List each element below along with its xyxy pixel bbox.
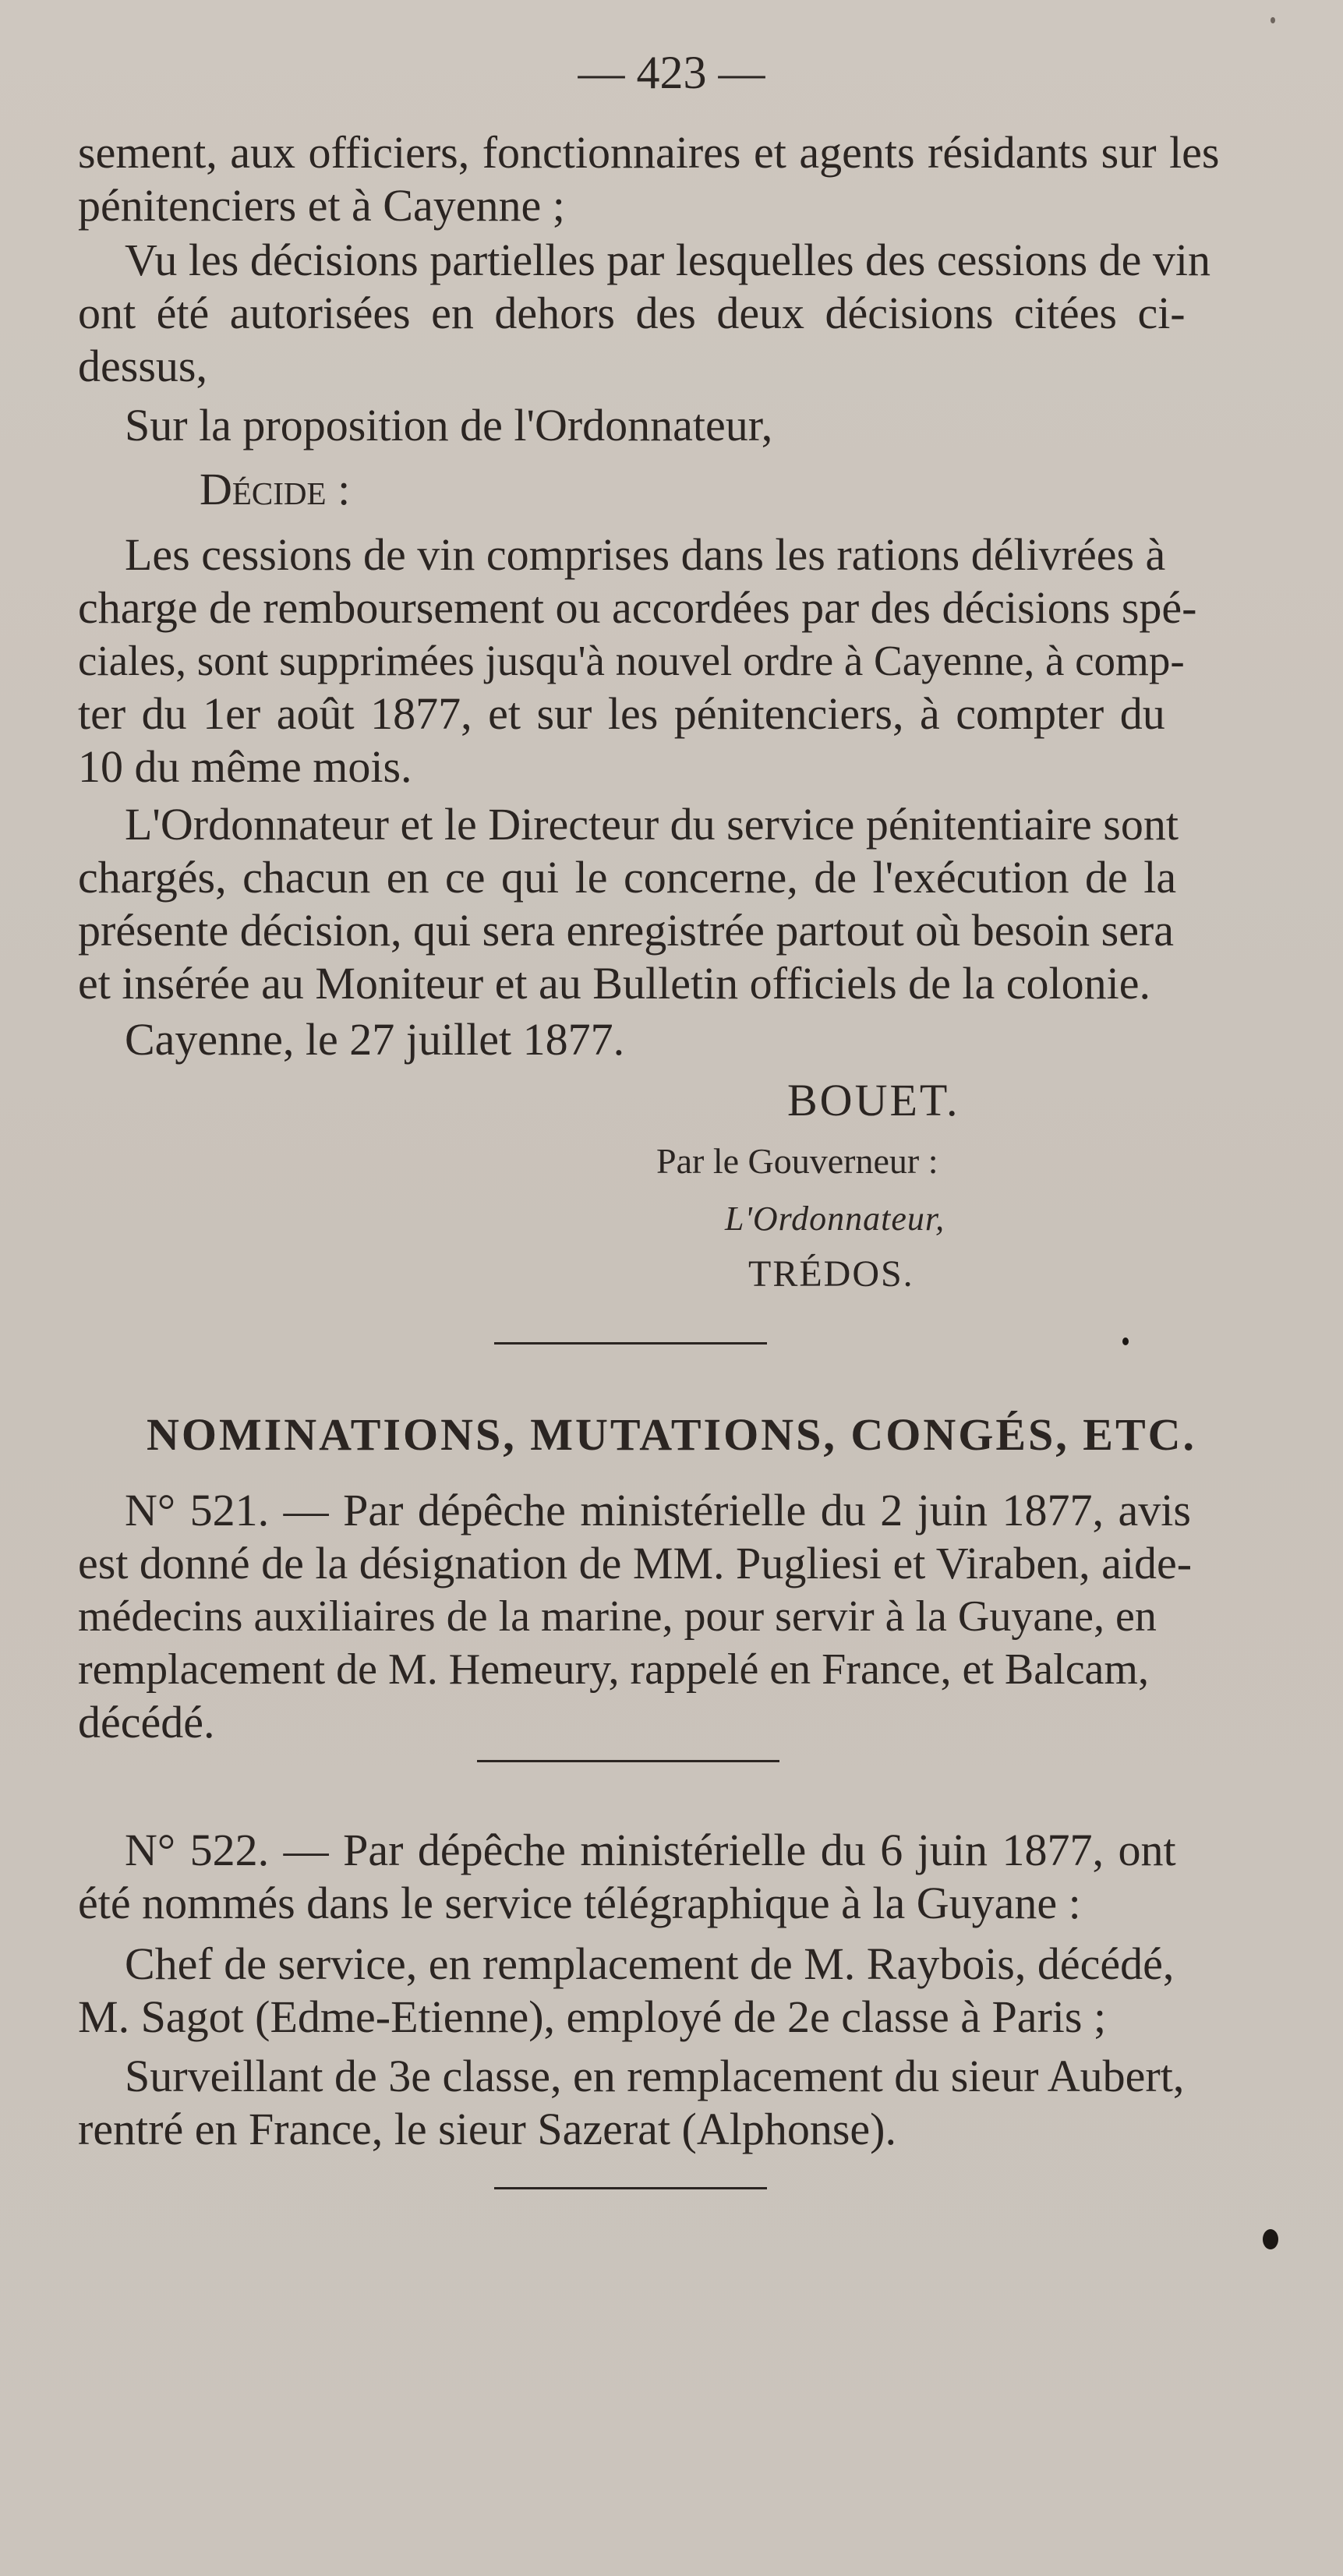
text-line: été nommés dans le service télégraphique à la Guyane : [78,1878,1081,1928]
text-line: 10 du même mois. [78,741,412,792]
text-line: sement, aux officiers, fonctionnaires et agents résidants sur les [78,127,1220,178]
text-line: pénitenciers et à Cayenne ; [78,180,565,231]
text-line: N° 522. — Par dépêche ministérielle du 6 juin 1877, ont [125,1825,1176,1875]
section-heading: NOMINATIONS, MUTATIONS, CONGÉS, ETC. [146,1409,1197,1460]
divider-rule [494,1342,767,1345]
text-line: Les cessions de vin comprises dans les rations délivrées à [125,529,1166,580]
text-line: remplacement de M. Hemeury, rappelé en France, et Balcam, [78,1645,1149,1694]
signature-name-2: TRÉDOS. [748,1253,914,1295]
signature-by-line: Par le Gouverneur : [656,1141,938,1181]
text-line: est donné de la désignation de MM. Pugliesi et Viraben, aide- [78,1538,1193,1588]
text-line: Sur la proposition de l'Ordonnateur, [125,400,773,451]
text-line: Vu les décisions partielles par lesquelles des cessions de vin [125,235,1211,285]
signature-name: BOUET. [787,1075,960,1125]
signature-role: L'Ordonnateur, [725,1200,945,1238]
text-line: N° 521. — Par dépêche ministérielle du 2 juin 1877, avis [125,1485,1191,1535]
text-line: chargés, chacun en ce qui le concerne, de l'exécution de la [78,852,1177,903]
decide-heading: Décide : [200,464,351,514]
text-line: et insérée au Moniteur et au Bulletin officiels de la colonie. [78,958,1150,1009]
place-date: Cayenne, le 27 juillet 1877. [125,1014,625,1065]
text-line: charge de remboursement ou accordées par des décisions spé- [78,582,1197,633]
divider-rule [477,1760,779,1762]
text-line: dessus, [78,341,207,391]
text-line: présente décision, qui sera enregistrée partout où besoin sera [78,905,1174,956]
divider-rule [494,2187,767,2189]
text-line: Chef de service, en remplacement de M. Raybois, décédé, [125,1938,1175,1989]
text-line: ciales, sont supprimées jusqu'à nouvel ordre à Cayenne, à comp- [78,637,1185,684]
page-number: — 423 — [578,47,765,98]
text-line: décédé. [78,1697,215,1747]
text-line: ter du 1er août 1877, et sur les pénitenciers, à compter du [78,688,1165,739]
text-line: ont été autorisées en dehors des deux décisions citées ci- [78,288,1186,338]
text-line: M. Sagot (Edme-Etienne), employé de 2e classe à Paris ; [78,1991,1107,2042]
ink-speck [1271,17,1275,23]
text-line: Surveillant de 3e classe, en remplacement du sieur Aubert, [125,2051,1185,2101]
text-line: médecins auxiliaires de la marine, pour servir à la Guyane, en [78,1592,1157,1641]
text-line: rentré en France, le sieur Sazerat (Alphonse). [78,2104,896,2154]
ink-speck [1122,1337,1129,1345]
text-line: L'Ordonnateur et le Directeur du service pénitentiaire sont [125,799,1179,850]
ink-speck [1263,2229,1278,2249]
